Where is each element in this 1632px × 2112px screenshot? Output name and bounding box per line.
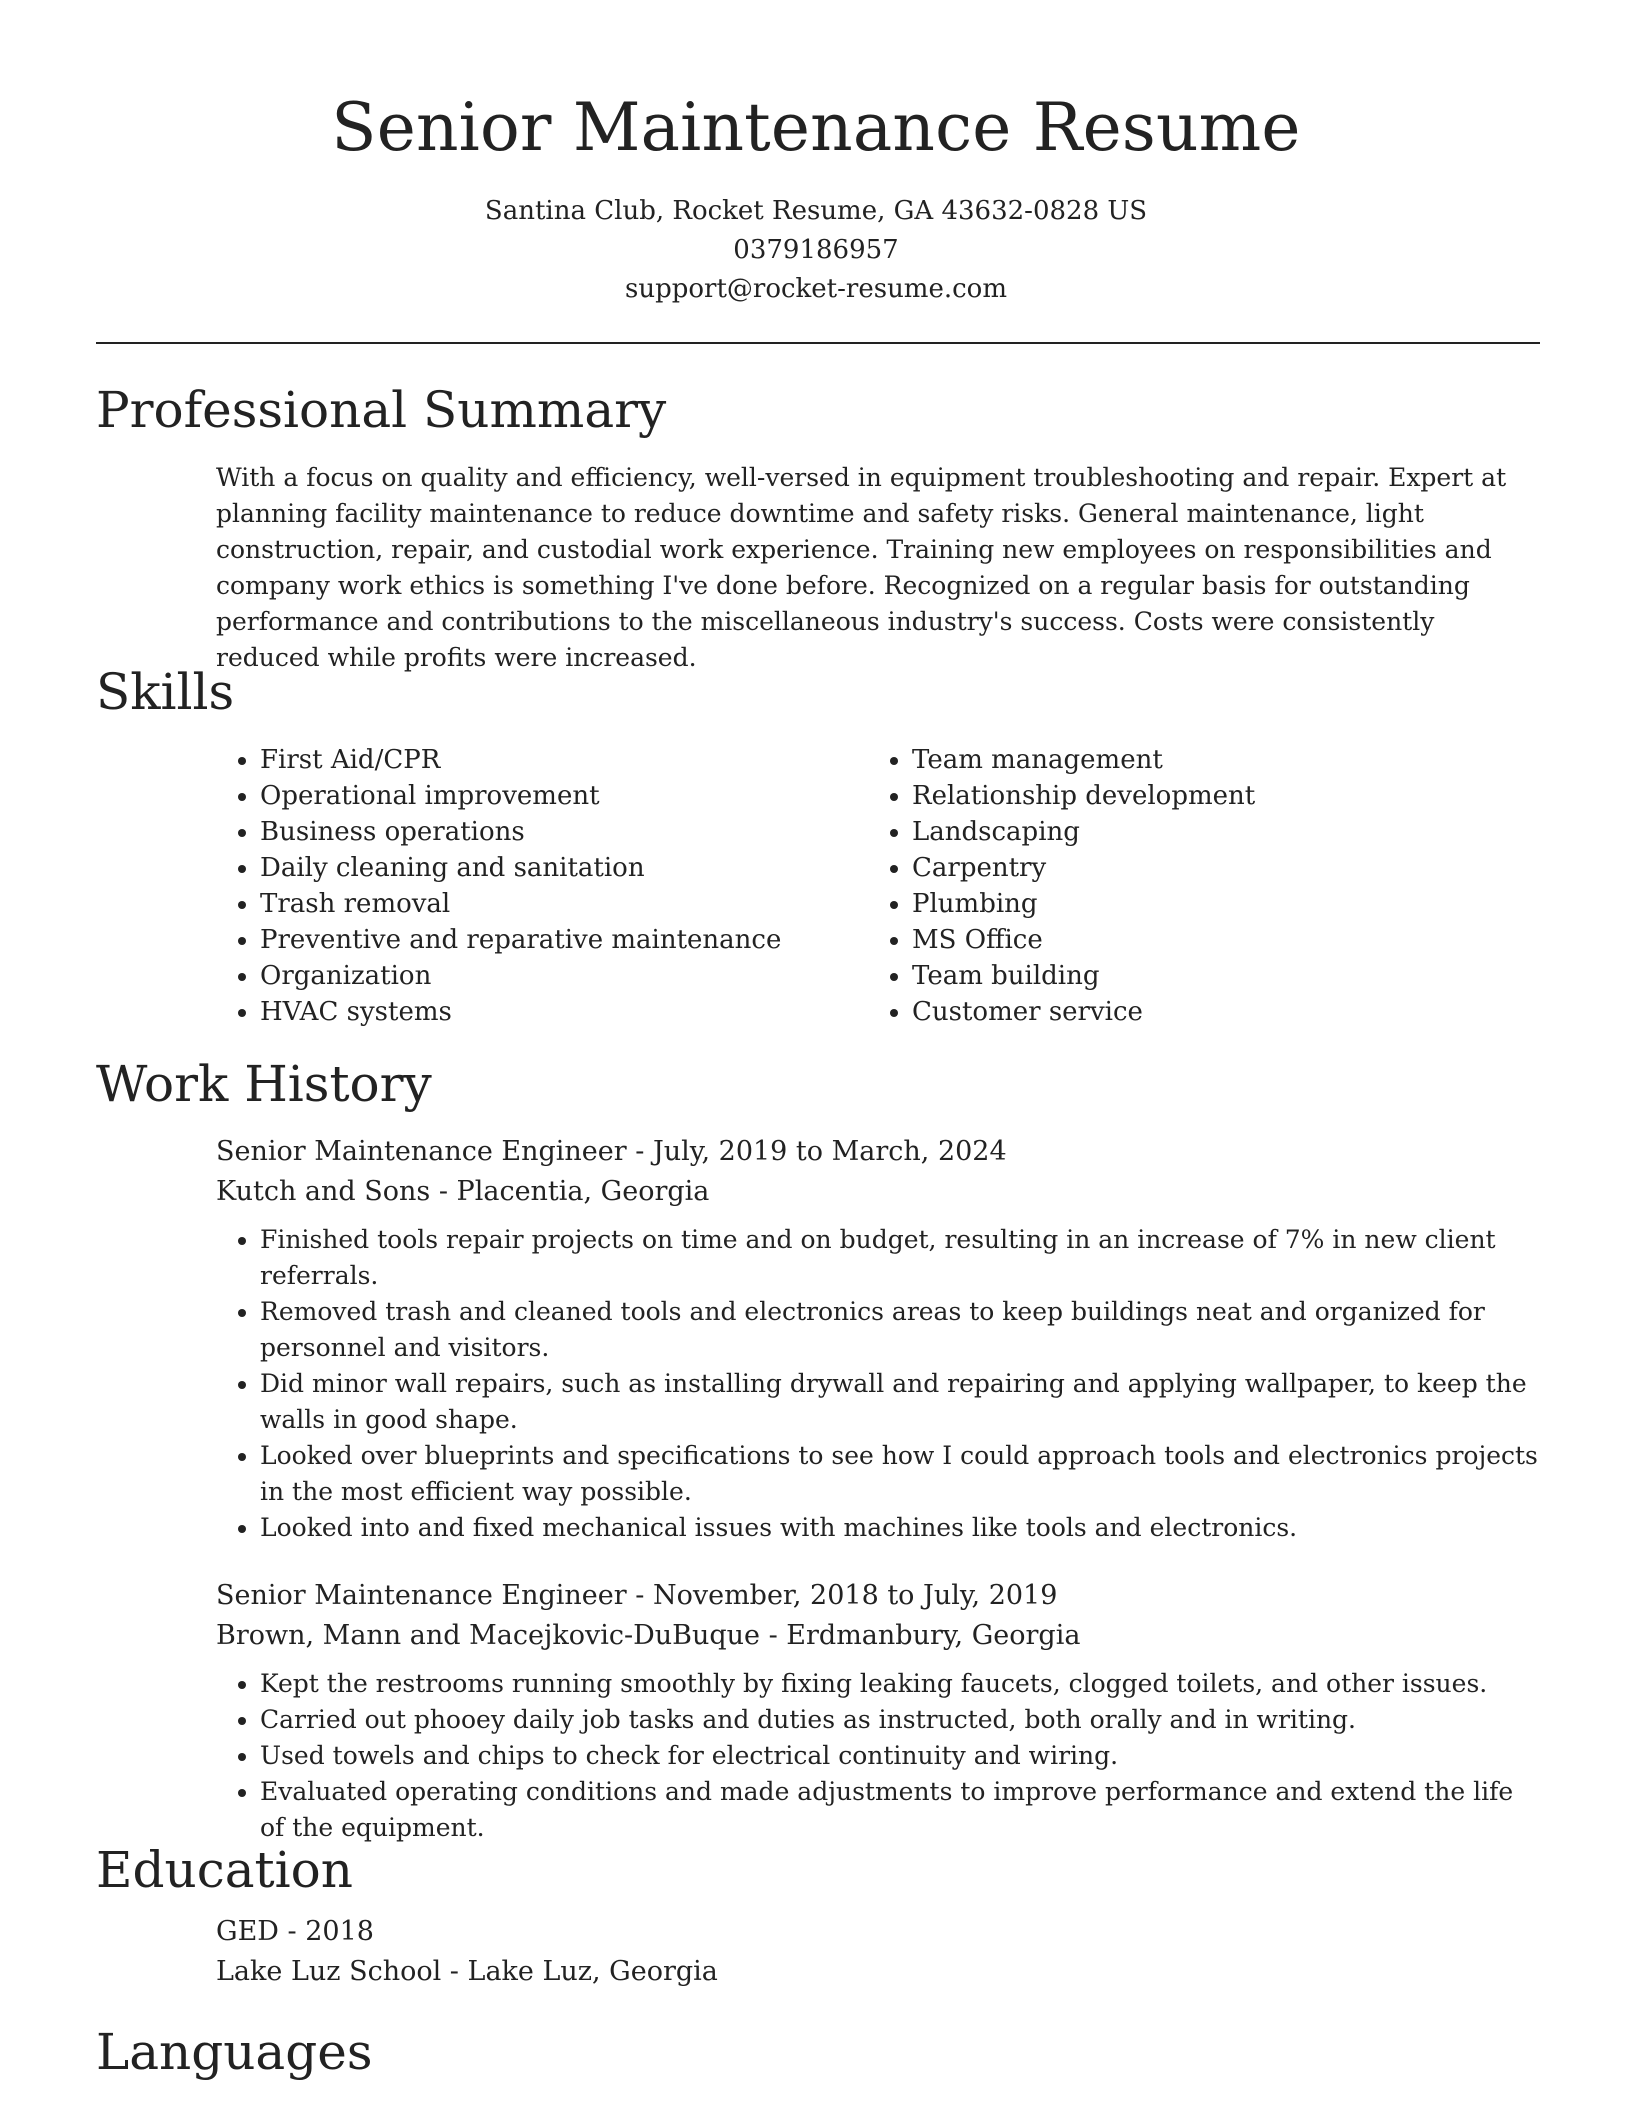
skill-item: • Landscaping	[912, 814, 1520, 850]
job-title-line: Senior Maintenance Engineer - July, 2019 to March, 2024	[216, 1136, 1007, 1167]
skill-item: • Daily cleaning and sanitation	[260, 850, 868, 886]
job-bullet: • Carried out phooey daily job tasks and duties as instructed, both orally and in writing.	[260, 1702, 1540, 1738]
skill-item: • Plumbing	[912, 886, 1520, 922]
job-company-line: Kutch and Sons - Placentia, Georgia	[216, 1176, 710, 1207]
job-bullet: • Kept the restrooms running smoothly by fixing leaking faucets, clogged toilets, and other issues.	[260, 1666, 1540, 1702]
skill-item: • Team management	[912, 742, 1520, 778]
skill-item: • First Aid/CPR	[260, 742, 868, 778]
header-divider	[96, 342, 1540, 344]
languages-heading: Languages	[96, 2023, 373, 2081]
education-degree-line: GED - 2018	[216, 1916, 374, 1947]
languages-section	[96, 2020, 1540, 2084]
skill-item: • MS Office	[912, 922, 1520, 958]
job-bullet: • Evaluated operating conditions and made adjustments to improve performance and extend the life of the equipment.	[260, 1774, 1540, 1846]
skills-section	[96, 660, 1540, 1030]
work-history-section	[96, 1052, 1540, 1846]
job-bullet: • Finished tools repair projects on time and on budget, resulting in an increase of 7% in new client referrals.	[260, 1222, 1540, 1294]
job-company-line: Brown, Mann and Macejkovic-DuBuque - Erdmanbury, Georgia	[216, 1620, 1081, 1651]
job-bullets	[216, 1666, 1540, 1846]
contact-info	[0, 192, 1632, 309]
address: Santina Club, Rocket Resume, GA 43632-0828 US	[484, 196, 1148, 226]
skill-item: • Organization	[260, 958, 868, 994]
skills-list-right	[868, 742, 1520, 1030]
skill-item: • Relationship development	[912, 778, 1520, 814]
work-history-heading: Work History	[96, 1055, 432, 1113]
skill-item: • Operational improvement	[260, 778, 868, 814]
job-bullet: • Used towels and chips to check for electrical continuity and wiring.	[260, 1738, 1540, 1774]
skill-item: • Business operations	[260, 814, 868, 850]
skills-list-left	[216, 742, 868, 1030]
job-entry	[216, 1576, 1540, 1846]
skill-item: • Customer service	[912, 994, 1520, 1030]
email: support@rocket-resume.com	[624, 274, 1007, 304]
job-entry	[216, 1132, 1540, 1546]
job-bullet: • Did minor wall repairs, such as installing drywall and repairing and applying wallpaper, to keep the walls in good shape.	[260, 1366, 1540, 1438]
education-school-line: Lake Luz School - Lake Luz, Georgia	[216, 1956, 718, 1987]
skills-heading: Skills	[96, 663, 235, 721]
job-bullet: • Looked into and fixed mechanical issues with machines like tools and electronics.	[260, 1510, 1540, 1546]
skill-item: • Carpentry	[912, 850, 1520, 886]
job-title-line: Senior Maintenance Engineer - November, 2018 to July, 2019	[216, 1580, 1058, 1611]
job-bullet: • Removed trash and cleaned tools and electronics areas to keep buildings neat and organized for personnel and visitors.	[260, 1294, 1540, 1366]
education-heading: Education	[96, 1841, 353, 1899]
summary-heading: Professional Summary	[96, 381, 667, 439]
skill-item: • Preventive and reparative maintenance	[260, 922, 868, 958]
summary-section	[96, 378, 1540, 676]
summary-text: With a focus on quality and efficiency, well-versed in equipment troubleshooting and repair. Expert at planning facility maintenance to reduce downtime and safety risks. General maintenance, light construction, repair, and custodial work experience. Training new employees on responsibilities and company work ethics is something I've done before. Recognized on a regular basis for outstanding performance and contributions to the miscellaneous industry's success. Costs were consistently reduced while profits were increased.	[216, 463, 1507, 672]
education-entry	[216, 1912, 1540, 1992]
resume-title: Senior Maintenance Resume	[331, 89, 1301, 166]
skill-item: • Team building	[912, 958, 1520, 994]
skill-item: • Trash removal	[260, 886, 868, 922]
phone: 0379186957	[733, 235, 899, 265]
skill-item: • HVAC systems	[260, 994, 868, 1030]
resume-header	[0, 0, 1632, 309]
job-bullet: • Looked over blueprints and specifications to see how I could approach tools and electronics projects in the most efficient way possible.	[260, 1438, 1540, 1510]
skills-grid	[216, 742, 1540, 1030]
job-bullets	[216, 1222, 1540, 1546]
education-section	[96, 1838, 1540, 1992]
